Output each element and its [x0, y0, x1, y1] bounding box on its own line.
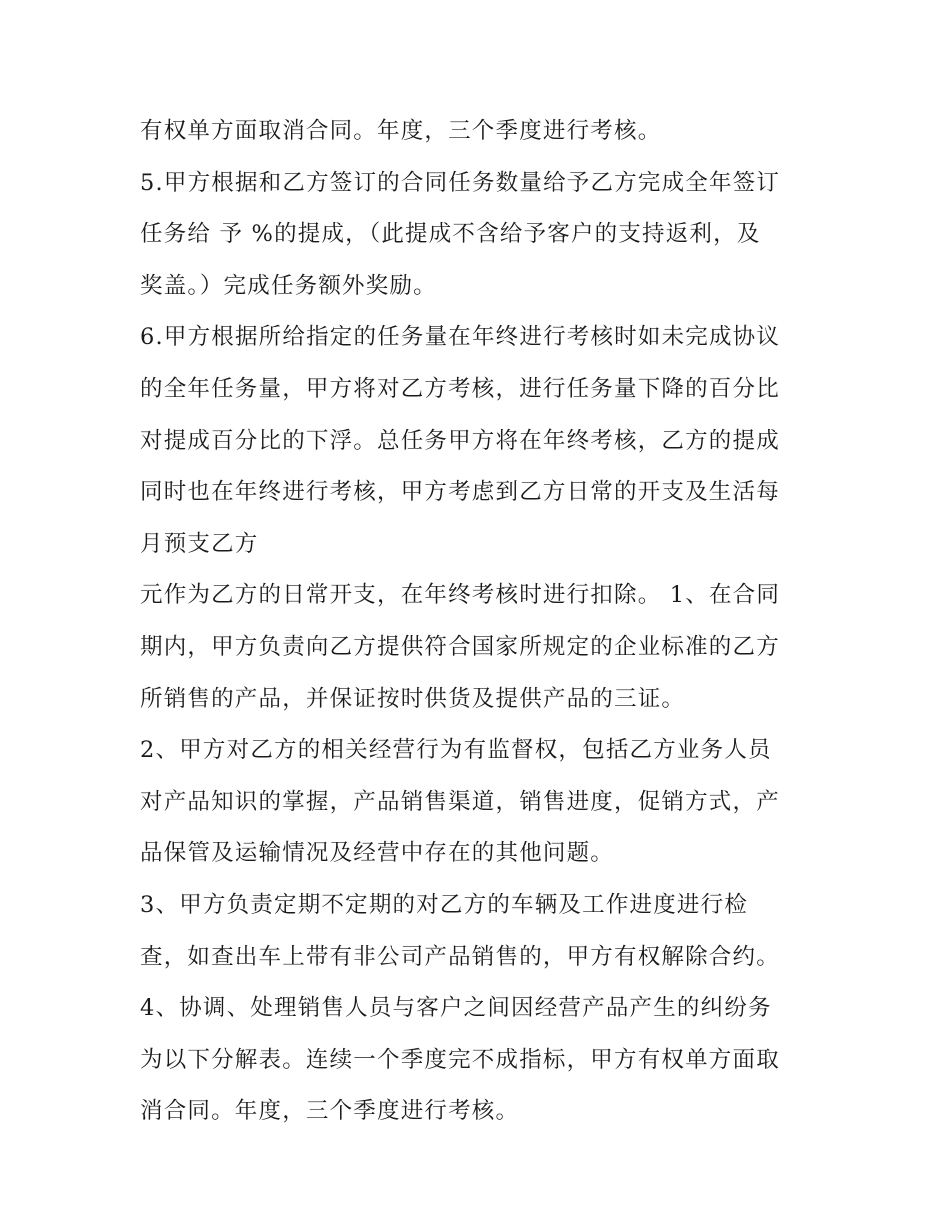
- text-line: 奖盖。）完成任务额外奖励。: [140, 272, 437, 299]
- text-line: 所销售的产品，并保证按时供货及提供产品的三证。: [140, 685, 686, 712]
- text-line: 对产品知识的掌握，产品销售渠道，销售进度，促销方式，产: [140, 788, 780, 815]
- text-line: 5.甲方根据和乙方签订的合同任务数量给予乙方完成全年签订: [140, 169, 781, 196]
- text-line: 查，如查出车上带有非公司产品销售的，甲方有权解除合约。: [140, 943, 780, 970]
- text-line: 为以下分解表。连续一个季度完不成指标，甲方有权单方面取: [140, 1046, 780, 1073]
- text-line: 消合同。年度，三个季度进行考核。: [140, 1098, 520, 1125]
- text-line: 对提成百分比的下浮。总任务甲方将在年终考核，乙方的提成: [140, 427, 780, 454]
- text-line: 元作为乙方的日常开支，在年终考核时进行扣除。 1、在合同: [140, 582, 781, 609]
- text-line: 3、甲方负责定期不定期的对乙方的车辆及工作进度进行检: [140, 891, 749, 918]
- text-line: 期内，甲方负责向乙方提供符合国家所规定的企业标准的乙方: [140, 633, 780, 660]
- text-line: 任务给 予 %的提成，（此提成不含给予客户的支持返利，及: [140, 221, 761, 248]
- text-line: 月预支乙方: [140, 530, 259, 557]
- text-line: 的全年任务量，甲方将对乙方考核，进行任务量下降的百分比: [140, 375, 780, 402]
- text-line: 品保管及运输情况及经营中存在的其他问题。: [140, 840, 615, 867]
- document-body: [140, 106, 820, 1138]
- text-line: 6.甲方根据所给指定的任务量在年终进行考核时如未完成协议: [140, 324, 781, 351]
- text-line: 同时也在年终进行考核，甲方考虑到乙方日常的开支及生活每: [140, 479, 780, 506]
- text-line: 2、甲方对乙方的相关经营行为有监督权，包括乙方业务人员: [140, 737, 772, 764]
- text-line: 4、协调、处理销售人员与客户之间因经营产品产生的纠纷务: [140, 995, 772, 1022]
- text-line: 有权单方面取消合同。年度，三个季度进行考核。: [140, 118, 662, 144]
